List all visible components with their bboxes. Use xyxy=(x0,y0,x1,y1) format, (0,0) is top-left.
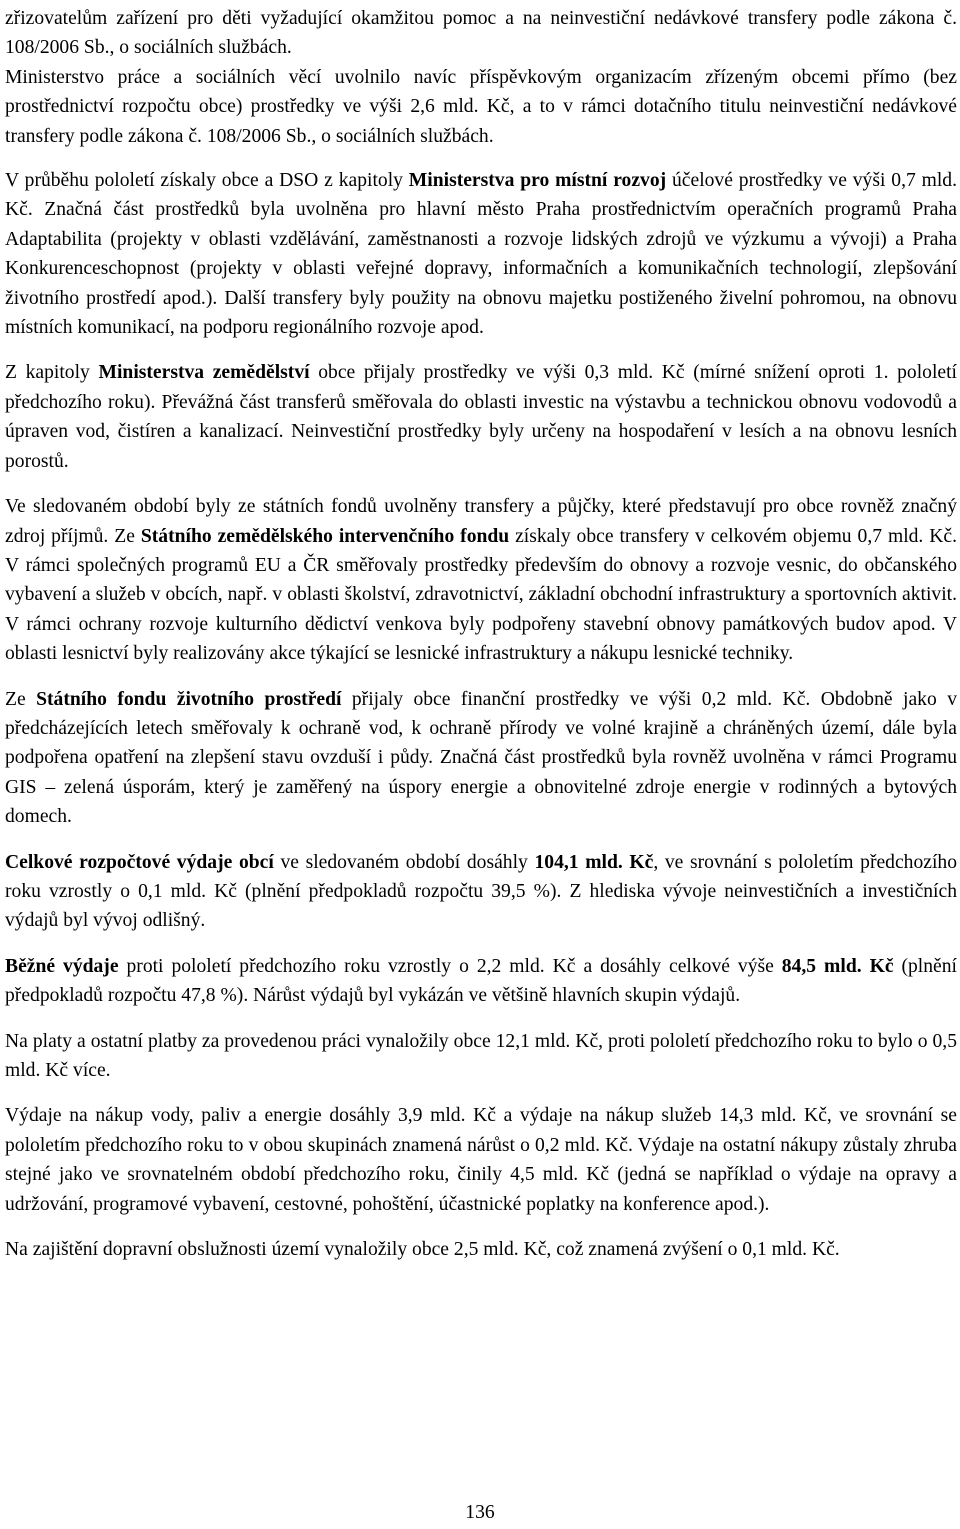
body-text: Ve sledovaném období byly ze státních fondů uvolněny transfery a půjčky, které představují pro obce rovněž značný zdroj příjmů. Ze xyxy=(5,496,957,547)
emphasis-text: Ministerstva zemědělství xyxy=(98,362,310,384)
emphasis-text: Státního zemědělského intervenčního fondu xyxy=(140,525,510,547)
paragraph-p9 xyxy=(5,1101,957,1219)
paragraph-p10 xyxy=(5,1235,957,1264)
emphasis-text: 104,1 mld. Kč xyxy=(534,851,654,873)
paragraph-p0 xyxy=(5,4,957,63)
body-text: Na platy a ostatní platby za provedenou práci vynaložily obce 12,1 mld. Kč, proti pololetí předchozího roku to bylo o 0,5 mld. Kč více. xyxy=(5,1030,957,1081)
paragraph-p7 xyxy=(5,952,957,1011)
emphasis-text: Celkové rozpočtové výdaje obcí xyxy=(5,851,274,873)
page-number: 136 xyxy=(465,1502,495,1523)
body-text: účelové prostředky ve výši 0,7 mld. Kč. Značná část prostředků byla uvolněna pro hlavní město Praha prostřednictvím operačních programů Praha Adaptabilita (projekty v oblasti vzdělávání, zaměstnanosti a rozvoje lidských zdrojů ve výzkumu a vývoji) a Praha Konkurenceschopnost (projekty v oblasti veřejné dopravy, informačních a komunikačních technologií, zlepšování životního prostředí apod.). Další transfery byly použity na obnovu majetku postiženého živelní pohromou, na obnovu místních komunikací, na podporu regionálního rozvoje apod. xyxy=(5,170,957,339)
body-text: ve sledovaném období dosáhly xyxy=(273,851,535,873)
body-text: (plnění předpokladů rozpočtu 47,8 %). Nárůst výdajů byl vykázán ve většině hlavních skupin výdajů. xyxy=(5,955,957,1007)
emphasis-text: Běžné výdaje xyxy=(5,955,119,977)
paragraph-p4 xyxy=(5,492,957,668)
body-text: získaly obce transfery v celkovém objemu 0,7 mld. Kč. V rámci společných programů EU a ČR směřovaly prostředky především do obnovy a rozvoje vesnic, do občanského vybavení a služeb v obcích, např. v oblasti školství, zdravotnictví, základní obchodní infrastruktury a sportovních aktivit. V rámci ochrany rozvoje kulturního dědictví venkova byly podpořeny stavební obnovy památkových budov apod. V oblasti lesnictví byly realizovány akce týkající se lesnické infrastruktury a nákupu lesnické techniky. xyxy=(5,525,958,665)
emphasis-text: 84,5 mld. Kč xyxy=(781,955,894,977)
document-body xyxy=(5,4,957,1264)
body-text: Na zajištění dopravní obslužnosti území vynaložily obce 2,5 mld. Kč, což znamená zvýšení o 0,1 mld. Kč. xyxy=(5,1239,840,1261)
paragraph-p8 xyxy=(5,1027,957,1086)
emphasis-text: Ministerstva pro místní rozvoj xyxy=(408,170,667,192)
body-text: Ze xyxy=(5,688,37,710)
body-text: přijaly obce finanční prostředky ve výši 0,2 mld. Kč. Obdobně jako v předcházejících letech směřovaly k ochraně vod, k ochraně přírody ve volné krajině a chráněných území, dále byla podpořena opatření na zlepšení stavu ovzduší i půdy. Značná část prostředků byla rovněž uvolněna v rámci Programu GIS – zelená úsporám, který je zaměřený na úspory energie a obnovitelné zdroje energie v rodinných a bytových domech. xyxy=(5,688,957,828)
body-text: V průběhu pololetí získaly obce a DSO z kapitoly xyxy=(5,170,409,192)
body-text: Výdaje na nákup vody, paliv a energie dosáhly 3,9 mld. Kč a výdaje na nákup služeb 14,3 mld. Kč, ve srovnání se pololetím předchozího roku to v obou skupinách znamená nárůst o 0,2 mld. Kč. Výdaje na ostatní nákupy zůstaly zhruba stejné jako ve srovnatelném období předchozího roku, činily 4,5 mld. Kč (jedná se například o výdaje na opravy a udržování, programové vybavení, cestovné, pohoštění, účastnické poplatky na konference apod.). xyxy=(5,1105,957,1215)
paragraph-p5 xyxy=(5,685,957,832)
paragraph-p6 xyxy=(5,848,957,936)
paragraph-p1 xyxy=(5,63,957,151)
emphasis-text: Státního fondu životního prostředí xyxy=(36,688,342,710)
body-text: obce přijaly prostředky ve výši 0,3 mld. Kč (mírné snížení oproti 1. pololetí předchozího roku). Převážná část transferů směřovala do oblasti investic na výstavbu a technickou obnovu vodovodů a úpraven vod, čistíren a kanalizací. Neinvestiční prostředky byly určeny na hospodaření v lesích a na obnovu lesních porostů. xyxy=(5,362,957,472)
paragraph-p2 xyxy=(5,166,957,342)
body-text: Z kapitoly xyxy=(5,362,99,384)
body-text: proti pololetí předchozího roku vzrostly o 2,2 mld. Kč a dosáhly celkové výše xyxy=(118,955,782,977)
body-text: zřizovatelům zařízení pro děti vyžadující okamžitou pomoc a na neinvestiční nedávkové transfery podle zákona č. 108/2006 Sb., o sociálních službách. xyxy=(5,8,957,59)
paragraph-p3 xyxy=(5,358,957,476)
body-text: Ministerstvo práce a sociálních věcí uvolnilo navíc příspěvkovým organizacím zřízeným obcemi přímo (bez prostřednictví rozpočtu obce) prostředky ve výši 2,6 mld. Kč, a to v rámci dotačního titulu neinvestiční nedávkové transfery podle zákona č. 108/2006 Sb., o sociálních službách. xyxy=(5,66,957,147)
document-page xyxy=(5,4,957,1280)
body-text: , ve srovnání s pololetím předchozího roku vzrostly o 0,1 mld. Kč (plnění předpokladů rozpočtu 39,5 %). Z hlediska vývoje neinvestičních a investičních výdajů byl vývoj odlišný. xyxy=(5,851,957,932)
